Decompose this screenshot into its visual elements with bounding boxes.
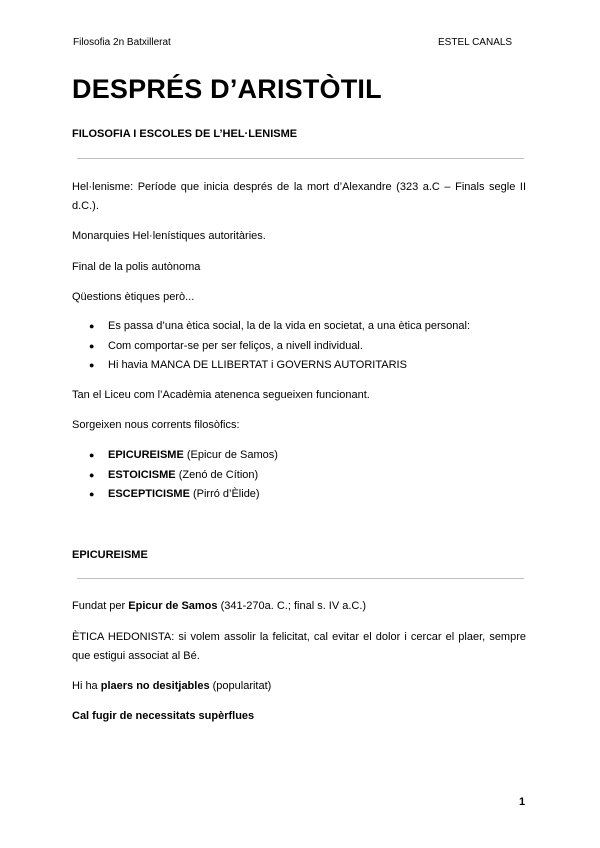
school-founder: (Pirró d’Èlide) bbox=[189, 488, 260, 500]
ethics-bullet-list bbox=[72, 317, 470, 376]
bullet-icon: ● bbox=[89, 360, 95, 370]
bullet-icon: ● bbox=[89, 340, 95, 351]
list-item bbox=[72, 466, 278, 486]
list-item bbox=[72, 485, 278, 505]
page-title: DESPRÉS D’ARISTÒTIL bbox=[72, 74, 382, 104]
header-course: Filosofia 2n Batxillerat bbox=[73, 37, 171, 48]
paragraph-hellenism-definition: Hel·lenisme: Període que inicia després de la mort d’Alexandre (323 a.C – Finals segle II d.C.). bbox=[72, 181, 526, 212]
paragraph-polis: Final de la polis autònoma bbox=[72, 261, 201, 273]
school-name: ESTOICISME bbox=[108, 468, 176, 481]
page-number: 1 bbox=[519, 796, 526, 808]
paragraph-founded-by: Fundat per Epicur de Samos (341-270a. C.; final s. IV a.C.) bbox=[72, 600, 367, 612]
paragraph-ethical-questions: Qüestions ètiques però... bbox=[72, 291, 195, 303]
section-heading-epicureanism: EPICUREISME bbox=[72, 549, 148, 561]
section-divider bbox=[77, 578, 524, 579]
bullet-icon: ● bbox=[89, 489, 95, 499]
paragraph-superfluous-needs: Cal fugir de necessitats supèrflues bbox=[72, 710, 255, 722]
header-author: ESTEL CANALS bbox=[438, 37, 513, 48]
paragraph-lyceum-academy: Tan el Liceu com l’Acadèmia atenenca segueixen funcionant. bbox=[72, 389, 370, 401]
schools-bullet-list bbox=[72, 446, 278, 505]
paragraph-monarchies: Monarquies Hel·lenístiques autoritàries. bbox=[72, 230, 266, 242]
school-name: ESCEPTICISME bbox=[108, 488, 190, 500]
list-item: ● Es passa d’una ètica social, la de la vida en societat, a una ètica personal: bbox=[72, 317, 470, 337]
bullet-icon: ● bbox=[89, 321, 95, 331]
school-founder: (Zenó de Cítion) bbox=[175, 468, 259, 481]
school-name: EPICUREISME bbox=[108, 449, 184, 461]
bullet-icon: ● bbox=[89, 469, 95, 480]
paragraph-new-currents: Sorgeixen nous corrents filosòfics: bbox=[72, 419, 240, 431]
school-founder: (Epicur de Samos) bbox=[183, 449, 278, 461]
paragraph-hedonist-ethics: ÈTICA HEDONISTA: si volem assolir la felicitat, cal evitar el dolor i cercar el plaer, sempre que estigui associat al Bé. bbox=[72, 631, 526, 662]
section-heading-hellenism: FILOSOFIA I ESCOLES DE L’HEL·LENISME bbox=[72, 128, 298, 140]
section-divider bbox=[77, 158, 524, 159]
paragraph-undesirable-pleasures: Hi ha plaers no desitjables (popularitat) bbox=[72, 680, 272, 692]
list-item: ● Hi havia MANCA DE LLIBERTAT i GOVERNS AUTORITARIS bbox=[72, 356, 470, 376]
list-item bbox=[72, 446, 278, 466]
bullet-icon: ● bbox=[89, 450, 95, 460]
list-item: ● Com comportar-se per ser feliços, a nivell individual. bbox=[72, 337, 470, 357]
